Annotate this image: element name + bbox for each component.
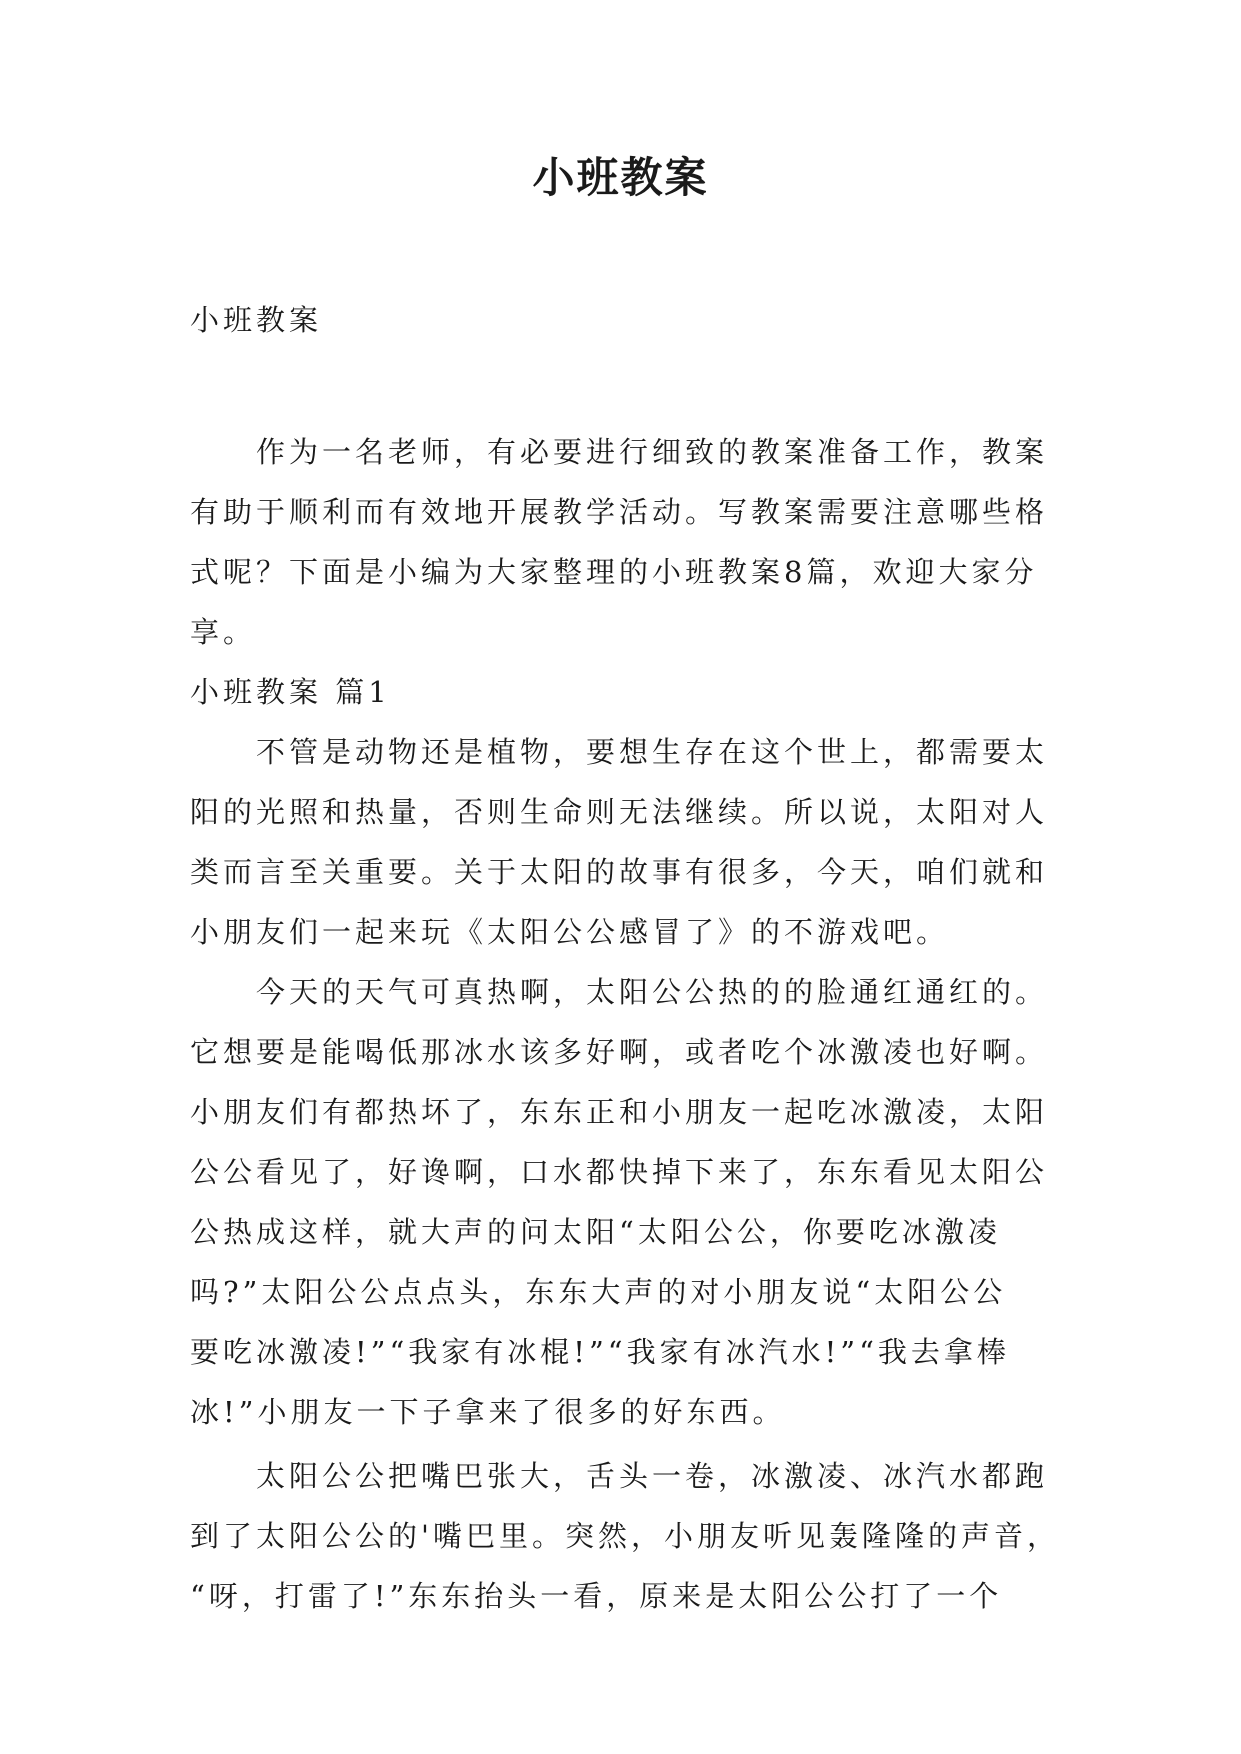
paragraph-1 [190, 722, 1070, 962]
paragraph-line: 小朋友们有都热坏了，东东正和小朋友一起吃冰激凌，太阳 [190, 1095, 1049, 1129]
paragraph-line: 不管是动物还是植物，要想生存在这个世上，都需要太 [256, 735, 1049, 769]
document-title: 小班教案 [532, 153, 709, 202]
paragraph-3 [190, 1446, 1070, 1626]
paragraph-line: 到了太阳公公的'嘴巴里。突然，小朋友听见轰隆隆的声音， [190, 1519, 1060, 1553]
paragraph-line: 小朋友们一起来玩《太阳公公感冒了》的不游戏吧。 [190, 915, 950, 949]
paragraph-line: 它想要是能喝低那冰水该多好啊，或者吃个冰激凌也好啊。 [190, 1035, 1049, 1069]
intro-paragraph [190, 422, 1070, 662]
paragraph-line: 阳的光照和热量，否则生命则无法继续。所以说，太阳对人 [190, 795, 1049, 829]
paragraph-2 [190, 962, 1070, 1442]
document-body [190, 290, 1070, 1626]
paragraph-line: “呀，打雷了!”东东抬头一看，原来是太阳公公打了一个 [190, 1579, 1003, 1613]
paragraph-line: 要吃冰激凌!”“我家有冰棍!”“我家有冰汽水!”“我去拿棒 [190, 1335, 1010, 1369]
paragraph-line: 吗?”太阳公公点点头，东东大声的对小朋友说“太阳公公 [190, 1275, 1007, 1309]
paragraph-line: 太阳公公把嘴巴张大，舌头一卷，冰激凌、冰汽水都跑 [256, 1459, 1049, 1493]
section-heading: 小班教案 篇1 [190, 675, 391, 709]
document-subtitle: 小班教案 [190, 303, 323, 337]
paragraph-line: 公公看见了，好谗啊，口水都快掉下来了，东东看见太阳公 [190, 1155, 1049, 1189]
intro-line: 有助于顺利而有效地开展教学活动。写教案需要注意哪些格 [190, 495, 1049, 529]
paragraph-line: 公热成这样，就大声的问太阳“太阳公公，你要吃冰激凌 [190, 1215, 1001, 1249]
intro-line: 式呢？下面是小编为大家整理的小班教案8篇，欢迎大家分 [190, 555, 1038, 589]
paragraph-line: 类而言至关重要。关于太阳的故事有很多，今天，咱们就和 [190, 855, 1049, 889]
intro-line: 作为一名老师，有必要进行细致的教案准备工作，教案 [256, 435, 1049, 469]
paragraph-line: 今天的天气可真热啊，太阳公公热的的脸通红通红的。 [256, 975, 1049, 1009]
blank-line [190, 350, 1070, 410]
intro-line: 享。 [190, 615, 257, 649]
paragraph-line: 冰!”小朋友一下子拿来了很多的好东西。 [190, 1395, 786, 1429]
